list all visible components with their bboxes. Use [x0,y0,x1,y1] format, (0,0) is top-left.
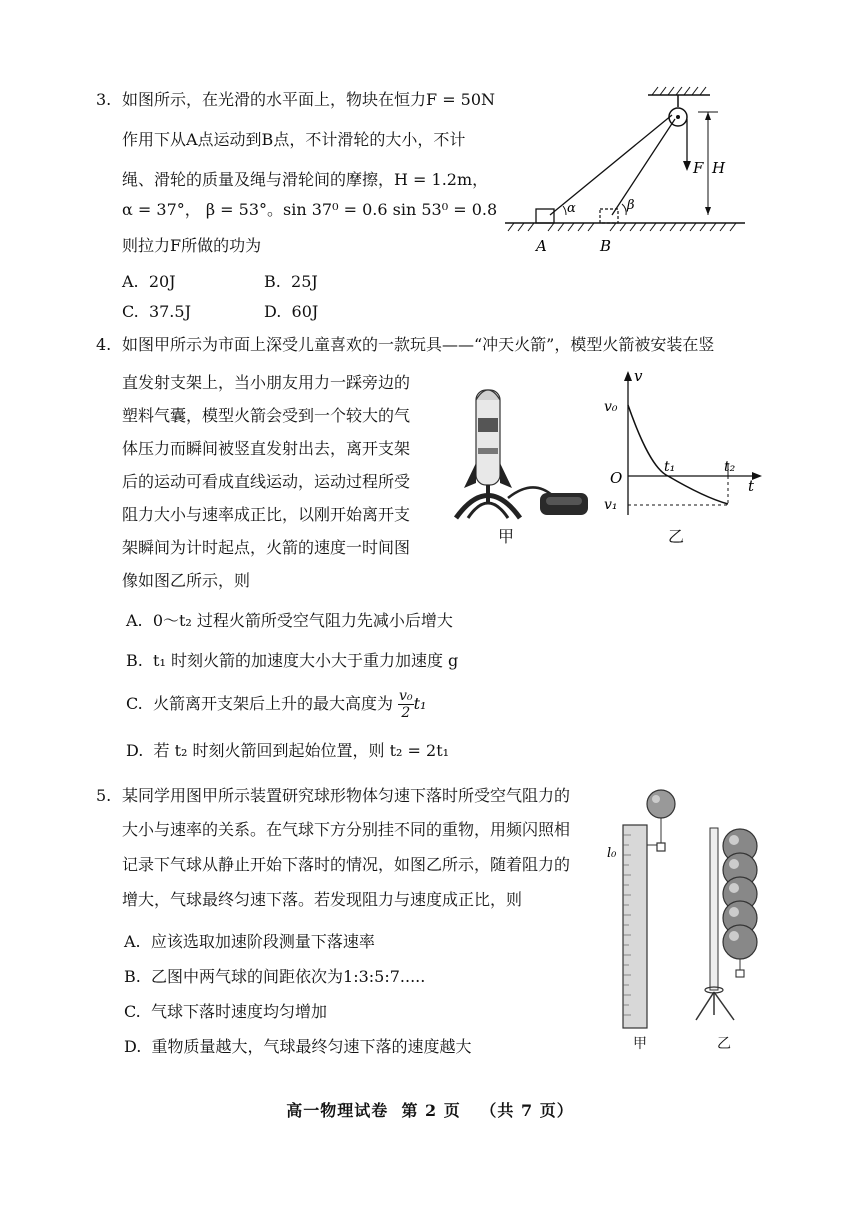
q5-line-3: 记录下气球从静止开始下落时的情况，如图乙所示，随着阻力的 [122,855,571,874]
q3-line-3: 绳、滑轮的质量及绳与滑轮间的摩擦，H = 1.2m， [122,170,489,189]
q5-line-2: 大小与速率的关系。在气球下方分别挂不同的重物，用频闪照相 [122,820,571,839]
q3-line-2: 作用下从A点运动到B点，不计滑轮的大小，不计 [122,130,466,149]
q5-line-4: 增大，气球最终匀速下落。若发现阻力与速度成正比，则 [122,890,523,909]
beta-label: β [627,198,635,213]
q5-fig-jia-label: 甲 [633,1036,647,1052]
q4-option-d: D. 若 t₂ 时刻火箭回到起始位置，则 t₂ = 2t₁ [126,741,450,760]
q3-option-b: B. 25J [264,272,318,291]
q3-pulley-diagram [500,85,750,260]
q5-option-a: A. 应该选取加速阶段测量下落速率 [124,932,375,951]
q3-line-1: 如图所示，在光滑的水平面上，物块在恒力F = 50N [122,90,496,109]
origin-label: O [610,469,623,487]
q5-line-1: 某同学用图甲所示装置研究球形物体匀速下落时所受空气阻力的 [122,786,571,805]
q4-option-b: B. t₁ 时刻火箭的加速度大小大于重力加速度 g [126,651,459,670]
page-footer: 高一物理试卷 第 2 页 （共 7 页） [286,1101,574,1120]
q4-line-3: 塑料气囊，模型火箭会受到一个较大的气 [122,406,411,425]
q3-option-a: A. 20J [122,272,176,291]
fig-jia-label: 甲 [498,527,515,546]
q3-option-d: D. 60J [264,302,319,321]
q4-line-7: 架瞬间为计时起点，火箭的速度一时间图 [122,538,411,557]
q3-line-4: α = 37°， β = 53°。sin 37⁰ = 0.6 sin 53⁰ = 0.8 [122,200,498,219]
rocket-toy-picture [448,378,598,548]
q5-option-d: D. 重物质量越大，气球最终匀速下落的速度越大 [124,1037,472,1056]
q5-option-c: C. 气球下落时速度均匀增加 [124,1002,327,1021]
q4-line-5: 后的运动可看成直线运动，运动过程所受 [122,472,411,491]
force-label: F [693,159,704,177]
q5-fig-yi-label: 乙 [717,1036,731,1052]
q3-option-c: C. 37.5J [122,302,191,321]
q4-line-2: 直发射支架上，当小朋友用力一踩旁边的 [122,373,411,392]
q4-option-c: C. 火箭离开支架后上升的最大高度为 $\frac{\text{v₀}}{2}$ t₁ [126,688,427,721]
q4-line-6: 阻力大小与速率成正比，以刚开始离开支 [122,505,411,524]
q5-number: 5. [96,786,112,805]
q4-line-1: 如图甲所示为市面上深受儿童喜欢的一款玩具——“冲天火箭”，模型火箭被安装在竖 [122,335,715,354]
axis-v-label: v [634,367,643,385]
q4-number: 4. [96,335,112,354]
point-b-label: B [600,237,612,255]
fig-yi-label: 乙 [668,527,685,546]
velocity-time-graph [600,365,770,525]
height-label: H [712,159,726,177]
q3-line-5: 则拉力F所做的功为 [122,236,262,255]
l0-label: l₀ [607,846,617,861]
t1-label: t₁ [664,459,676,475]
ruler-balloon-apparatus [605,785,685,1035]
q4-option-a: A. 0～t₂ 过程火箭所受空气阻力先减小后增大 [126,611,453,630]
t2-label: t₂ [724,459,736,475]
v1-label: v₁ [604,497,618,513]
q5-option-b: B. 乙图中两气球的间距依次为1:3:5:7..... [124,967,426,986]
point-a-label: A [536,237,547,255]
q4-line-8: 像如图乙所示，则 [122,571,251,590]
q3-number: 3. [96,90,112,109]
v0-label: v₀ [604,399,618,415]
strobe-balloons-stand [688,820,768,1035]
alpha-label: α [567,201,576,216]
q4-line-4: 体压力而瞬间被竖直发射出去，离开支架 [122,439,411,458]
axis-t-label: t [748,477,755,495]
